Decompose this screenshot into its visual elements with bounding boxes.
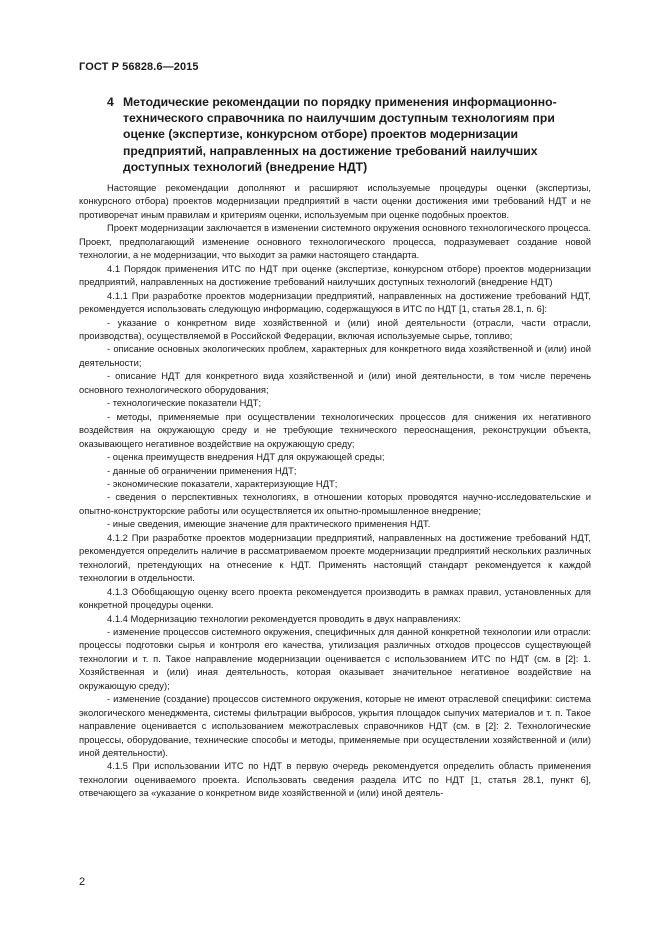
paragraph: 4.1.3 Обобщающую оценку всего проекта рекомендуется производить в рамках правил, установленных для конкретной процедуры оценки.: [79, 585, 591, 611]
section-title: Методические рекомендации по порядку применения информационно-технического справочника по наилучшим доступным технологиям при оценке (экспертизе, конкурсном отборе) проектов модернизации предприятий, направленных на достижение требований наилучших доступных технологий (внедрение НДТ): [123, 95, 557, 174]
list-item: - оценка преимуществ внедрения НДТ для окружающей среды;: [107, 451, 385, 463]
list-item: - указание о конкретном виде хозяйственной и (или) иной деятельности (отрасли, части отрасли, производства), осуществляемой в Российской Федерации, включая используемые сырье, топливо;: [79, 316, 591, 341]
list-item: - изменение (создание) процессов системного окружения, которые не имеют отраслевой специфики: система экологического менеджмента, системы фильтрации выбросов, укрытия площадок сыпучих материалов и т. п. Такое направление оценивается с использованием межотраслевых справочников НДТ (см. в [2]: 2. Технологические процессы, оборудование, технические способы и методы, применяемые при осуществлении хозяйственной и (или) иной деятельности).: [79, 693, 591, 759]
document-header: ГОСТ Р 56828.6—2015: [79, 61, 199, 73]
paragraph: 4.1.2 При разработке проектов модернизации предприятий, направленных на достижение требований НДТ, рекомендуется определить наличие в рассматриваемом проекте модернизации предприятий нескольких различных технологий, претендующих на отнесение к НДТ. Применять настоящий стандарт рекомендуется к каждой технологии в отдельности.: [79, 531, 591, 584]
paragraph: 4.1.4 Модернизацию технологии рекомендуется проводить в двух направлениях:: [107, 612, 461, 624]
section-title-block: [107, 94, 591, 175]
paragraph: Проект модернизации заключается в изменении системного окружения основного технологического процесса. Проект, предполагающий изменение основного технологического процесса, подразумевает создание новой технологии, а не модернизации, что выходит за рамки настоящего стандарта.: [79, 222, 591, 261]
paragraph: 4.1.5 При использовании ИТС по НДТ в первую очередь рекомендуется определить область применения технологии оцениваемого проекта. Использовать сведения раздела ИТС по НДТ [1, статья 28.1, пункт 6], отвечающего за «указание о конкретном виде хозяйственной и (или) иной деятель-: [79, 760, 591, 799]
list-item: - сведения о перспективных технологиях, в отношении которых проводятся научно-исследовательские и опытно-конструкторские работы или осуществляется их опытно-промышленное внедрение;: [79, 491, 591, 516]
document-body: [79, 181, 591, 800]
paragraph: 4.1.1 При разработке проектов модернизации предприятий, направленных на достижение требований НДТ, рекомендуется использовать следующую информацию, содержащуюся в ИТС по НДТ [1, статья 28.1, п. 6]:: [79, 289, 591, 315]
list-item: - данные об ограничении применения НДТ;: [107, 464, 297, 476]
list-item: - технологические показатели НДТ;: [107, 397, 262, 409]
list-item: - экономические показатели, характеризующие НДТ;: [107, 477, 338, 489]
list-item: - методы, применяемые при осуществлении технологических процессов для снижения их негативного воздействия на окружающую среду и не требующие технического переоснащения, реконструкции объекта, оказывающего негативное воздействие на окружающую среду;: [79, 410, 591, 449]
section-number: 4: [107, 95, 114, 109]
paragraph: Настоящие рекомендации дополняют и расширяют используемые процедуры оценки (экспертизы, конкурсного отбора) проектов модернизации предприятий в части оценки достижения ими требований НДТ и не противоречат иным правилам и критериям оценки, используемым при оценке подобных проектов.: [79, 182, 591, 220]
paragraph: 4.1 Порядок применения ИТС по НДТ при оценке (экспертизе, конкурсном отборе) проектов модернизации предприятий, направленных на достижение требований наилучших доступных технологий (внедрение НДТ): [79, 262, 591, 288]
list-item: - иные сведения, имеющие значение для практического применения НДТ.: [107, 518, 431, 530]
page-number: 2: [79, 876, 86, 888]
section-heading: [79, 94, 591, 175]
list-item: - описание основных экологических проблем, характерных для конкретного вида хозяйственной и (или) иной деятельности;: [79, 343, 591, 368]
list-item: - изменение процессов системного окружения, специфичных для данной конкретной технологии или отрасли: процессы подготовки сырья и контроля его качества, утилизация различных отходов процессов существующей технологии и т. п. Такое направление модернизации оценивается с использованием ИТС по НДТ (см. в [2]: 1. Хозяйственная и (или) иная деятельность, которая оказывает значительное негативное воздействие на окружающую среду);: [79, 625, 591, 691]
list-item: - описание НДТ для конкретного вида хозяйственной и (или) иной деятельности, в том числе перечень основного технологического оборудования;: [79, 370, 591, 395]
